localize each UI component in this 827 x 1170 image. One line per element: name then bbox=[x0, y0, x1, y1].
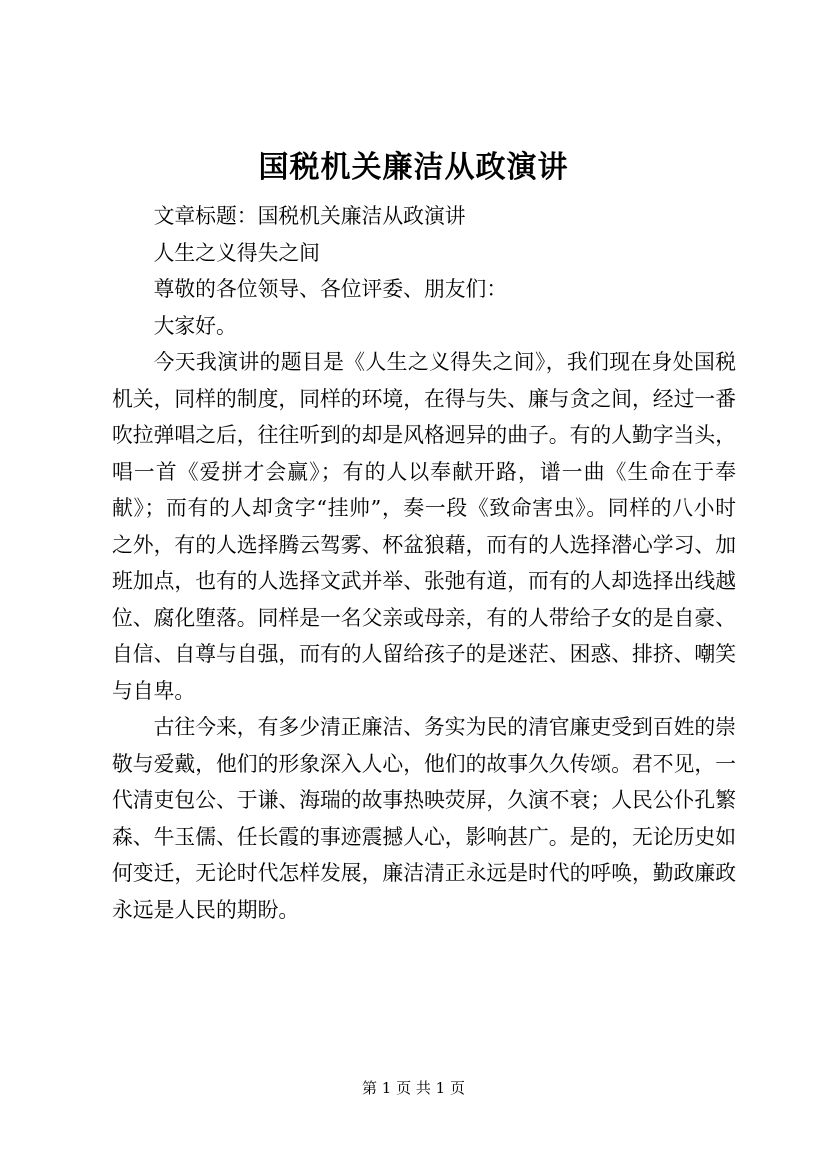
body-paragraph: 今天我演讲的题目是《人生之义得失之间》，我们现在身处国税机关，同样的制度，同样的环境，在得与失、廉与贪之间，经过一番吹拉弹唱之后，往往听到的却是风格迥异的曲子。有的人勤字当头，唱一首《爱拼才会赢》；有的人以奉献开路，谱一曲《生命在于奉献》；而有的人却贪字“挂帅”，奏一段《致命害虫》。同样的八小时之外，有的人选择腾云驾雾、杯盆狼藉，而有的人选择潜心学习、加班加点，也有的人选择文武并举、张弛有道，而有的人却选择出线越位、腐化堕落。同样是一名父亲或母亲，有的人带给子女的是自豪、自信、自尊与自强，而有的人留给孩子的是迷茫、困惑、排挤、嘲笑与自卑。 bbox=[112, 350, 736, 703]
greeting: 大家好。 bbox=[153, 313, 237, 338]
speech-subtitle: 人生之义得失之间 bbox=[153, 240, 320, 265]
document-body bbox=[112, 198, 736, 928]
body-paragraph: 古往今来，有多少清正廉洁、务实为民的清官廉吏受到百姓的崇敬与爱戴，他们的形象深入人心，他们的故事久久传颂。君不见，一代清吏包公、于谦、海瑞的故事热映荧屏，久演不衰；人民公仆孔繁森、牛玉儒、任长霞的事迹震撼人心，影响甚广。是的，无论历史如何变迁，无论时代怎样发展，廉洁清正永远是时代的呼唤，勤政廉政永远是人民的期盼。 bbox=[112, 715, 736, 922]
salutation: 尊敬的各位领导、各位评委、朋友们： bbox=[153, 277, 508, 301]
document-title: 国税机关廉洁从政演讲 bbox=[258, 150, 569, 185]
page-footer: 第 1 页 共 1 页 bbox=[362, 1079, 465, 1097]
article-title-line: 文章标题：国税机关廉洁从政演讲 bbox=[153, 204, 466, 228]
